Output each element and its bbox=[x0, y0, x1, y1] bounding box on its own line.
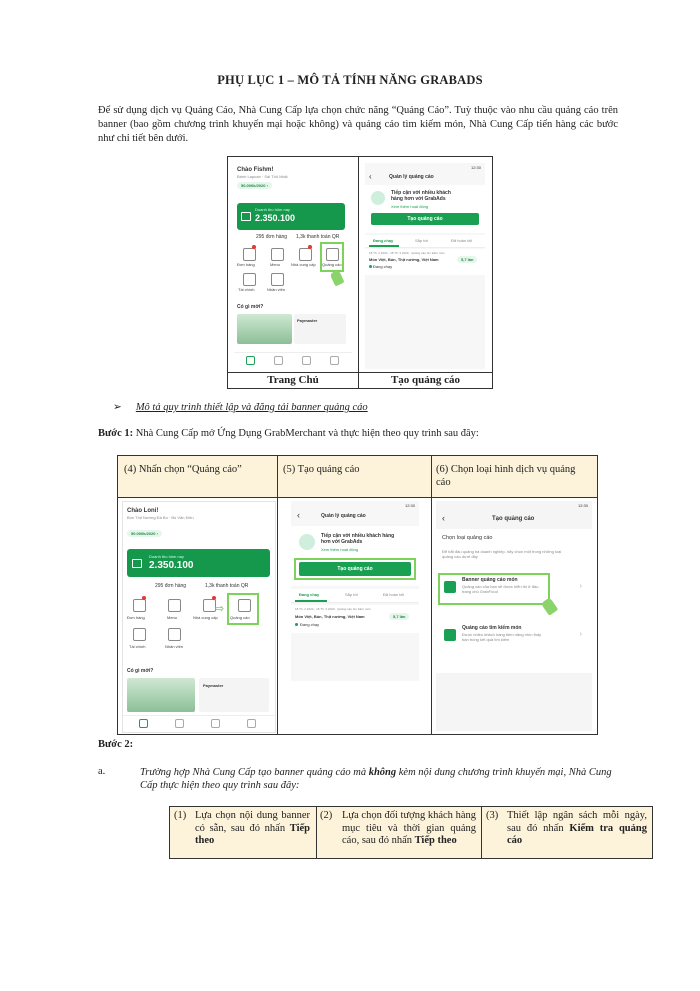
table1-header-4: (4) Nhấn chọn “Quảng cáo” bbox=[124, 464, 242, 475]
section-title: Chọn loại quảng cáo bbox=[442, 535, 493, 541]
highlight-box bbox=[294, 558, 416, 580]
orders-icon[interactable] bbox=[133, 599, 146, 612]
table2-cell-2 bbox=[342, 810, 476, 848]
ad-type-panel bbox=[436, 529, 592, 673]
orders-icon[interactable] bbox=[243, 248, 256, 261]
payment-tab-icon[interactable] bbox=[175, 719, 184, 728]
figure-1 bbox=[227, 156, 493, 389]
ad-item-status: Đang chạy bbox=[300, 622, 320, 627]
highlight-box bbox=[438, 573, 550, 605]
bottom-tab-bar bbox=[234, 352, 352, 369]
create-ad-screen bbox=[436, 501, 592, 731]
staff-icon[interactable] bbox=[271, 273, 284, 286]
status-dot-icon bbox=[369, 265, 372, 268]
balance-label: Doanh thu hôm nay bbox=[255, 207, 290, 212]
icon-label-menu: Menu bbox=[167, 615, 178, 620]
inbox-tab-icon[interactable] bbox=[302, 356, 311, 365]
status-time: 12:30 bbox=[404, 503, 415, 508]
table2-cell-1-text: Lựa chọn nội dung banner có sẵn, sau đó nhấn bbox=[195, 810, 310, 834]
table2-num-3: (3) bbox=[486, 810, 499, 821]
table2-cell-3 bbox=[507, 810, 647, 848]
ad-item-date: 18 Th. 2 2020 - 18 Th. 3 2020 · Quảng cáo tìm kiếm món bbox=[295, 607, 371, 611]
supplier-icon[interactable] bbox=[299, 248, 312, 261]
steps-table-1 bbox=[117, 455, 598, 735]
section-desc: Để bắt đầu quảng bá doanh nghiệp, hãy chọn một trong những loại quảng cáo dưới đây bbox=[442, 549, 562, 559]
back-arrow-icon[interactable]: ‹ bbox=[369, 172, 372, 181]
icon-label-orders: Đơn hàng bbox=[237, 262, 255, 267]
orders-count: 295 đơn hàng bbox=[155, 583, 187, 589]
finance-icon[interactable] bbox=[133, 628, 146, 641]
tabs-bar bbox=[291, 589, 419, 603]
staff-icon[interactable] bbox=[168, 628, 181, 641]
promo-title: Tiếp cận với nhiều khách hàng hơn với GrabAds bbox=[321, 533, 395, 545]
greeting: Chào Loni! bbox=[127, 508, 159, 514]
tab-running[interactable]: Đang chạy bbox=[373, 238, 394, 243]
megaphone-illustration-icon bbox=[371, 191, 385, 205]
promo-title: Tiếp cận với nhiều khách hàng hơn với GrabAds bbox=[391, 190, 451, 202]
tab-completed[interactable]: Đã hoàn tất bbox=[383, 592, 404, 597]
table1-header-5: (5) Tạo quảng cáo bbox=[283, 464, 360, 475]
create-ad-button[interactable]: Tạo quảng cáo bbox=[371, 213, 479, 225]
table2-cell-1 bbox=[195, 810, 310, 848]
ad-item-status: Đang chạy bbox=[373, 264, 393, 269]
steps-table-2 bbox=[169, 806, 653, 859]
qr-count: 1,3k thanh toán QR bbox=[296, 234, 340, 240]
news-card-title: Paymaster bbox=[203, 683, 224, 688]
megaphone-illustration-icon bbox=[299, 534, 315, 550]
bullet-line bbox=[113, 401, 368, 413]
table1-header-6: (6) Chọn loại hình dịch vụ quảng cáo bbox=[436, 464, 576, 488]
store-subtitle: Bún Thịt Nướng Đà Bo · Bò Văn Kiên bbox=[127, 515, 194, 520]
balance-label: Doanh thu hôm nay bbox=[149, 554, 184, 559]
status-time: 12:30 bbox=[577, 503, 588, 508]
store-subtitle: Bánh Lapuan · Sài Thủ Nhật bbox=[237, 174, 288, 179]
balance-card[interactable] bbox=[127, 549, 270, 577]
screen-header: Quản lý quảng cáo bbox=[321, 513, 366, 519]
home-screen-2 bbox=[122, 501, 276, 733]
ad-item-title: Món Việt, Bún, Thịt nướng, Việt Nam bbox=[295, 614, 365, 619]
account-tab-icon[interactable] bbox=[247, 719, 256, 728]
table2-num-1: (1) bbox=[174, 810, 187, 821]
highlight-box bbox=[227, 593, 259, 625]
table2-cell-2-text: Lựa chọn đối tượng khách hàng mục tiêu và thời gian quảng cáo, sau đó nhấn bbox=[342, 810, 476, 846]
qr-count: 1,3k thanh toán QR bbox=[205, 583, 249, 589]
menu-icon[interactable] bbox=[168, 599, 181, 612]
step-1-label: Bước 1: bbox=[98, 428, 134, 439]
home-tab-icon[interactable] bbox=[139, 719, 148, 728]
step-1-text: Nhà Cung Cấp mở Ứng Dụng GrabMerchant và thực hiện theo quy trình sau đây: bbox=[133, 428, 479, 439]
search-option-title: Quảng cáo tìm kiếm món bbox=[462, 625, 522, 631]
whats-new-heading: Có gì mới? bbox=[237, 304, 264, 310]
item-a-pre: Trường hợp Nhà Cung Cấp tạo banner quảng cáo mà bbox=[140, 767, 369, 778]
news-card[interactable] bbox=[199, 678, 269, 712]
tab-upcoming[interactable]: Sắp tới bbox=[345, 592, 358, 597]
bottom-tab-bar bbox=[123, 715, 275, 732]
item-a-post: kèm nội dung chương trình khuyến mại, Nhà Cung Cấp thực hiện theo quy trình sau đây: bbox=[140, 767, 612, 791]
chevron-right-icon: › bbox=[579, 583, 582, 590]
arrow-right-icon: ⇨ bbox=[215, 603, 225, 615]
icon-label-ads: Quảng cáo bbox=[230, 615, 250, 620]
ad-item-badge: 5,7 lần bbox=[389, 613, 409, 620]
balance-value: 2.350.100 bbox=[255, 213, 296, 223]
news-image[interactable] bbox=[127, 678, 195, 712]
bullet-text: Mô tả quy trình thiết lập và đăng tải banner quảng cáo bbox=[135, 402, 368, 413]
icon-label-staff: Nhân viên bbox=[267, 287, 286, 292]
caption-create: Tạo quảng cáo bbox=[390, 374, 461, 386]
search-ad-option[interactable] bbox=[440, 621, 586, 661]
ad-item-title: Món Việt, Bún, Thịt nướng, Việt Nam bbox=[369, 257, 439, 262]
status-badge[interactable]: 50.000k/2020 › bbox=[237, 182, 272, 189]
promo-panel bbox=[291, 526, 419, 586]
notification-dot-icon bbox=[212, 596, 216, 600]
icon-label-menu: Menu bbox=[270, 262, 281, 267]
item-a-bold: không bbox=[368, 767, 397, 778]
create-ad-button[interactable]: Tạo quảng cáo bbox=[299, 562, 411, 576]
tab-running[interactable]: Đang chạy bbox=[299, 592, 320, 597]
screen-header: Quản lý quảng cáo bbox=[389, 174, 434, 180]
item-a-label: a. bbox=[98, 766, 106, 777]
status-dot-icon bbox=[295, 623, 298, 626]
back-arrow-icon[interactable]: ‹ bbox=[442, 513, 445, 523]
back-arrow-icon[interactable]: ‹ bbox=[297, 510, 300, 520]
news-image[interactable] bbox=[237, 314, 292, 344]
icon-label-ads: Quảng cáo bbox=[322, 262, 342, 267]
highlight-box bbox=[320, 242, 344, 272]
promo-link[interactable]: Xem thêm hoạt động bbox=[321, 547, 359, 552]
table2-num-2: (2) bbox=[320, 810, 333, 821]
table2-cell-1-bold: Tiếp theo bbox=[195, 822, 310, 846]
cursor-hand-icon bbox=[330, 270, 345, 287]
page-title: PHỤ LỤC 1 – MÔ TẢ TÍNH NĂNG GRABADS bbox=[217, 73, 483, 87]
ad-list-item[interactable] bbox=[291, 605, 419, 633]
icon-label-staff: Nhân viên bbox=[165, 644, 184, 649]
orders-count: 295 đơn hàng bbox=[256, 234, 288, 240]
step-1-line bbox=[98, 428, 479, 439]
search-option-icon bbox=[444, 629, 456, 641]
item-a-text bbox=[140, 766, 618, 792]
ad-list-item[interactable] bbox=[365, 249, 485, 275]
tabs-bar bbox=[365, 235, 485, 248]
ads-manager-screen-2 bbox=[291, 501, 419, 681]
caption-home: Trang Chủ bbox=[267, 374, 319, 386]
inbox-tab-icon[interactable] bbox=[211, 719, 220, 728]
search-option-desc: Được nhiều khách hàng tiềm năng nhìn thấy bạn trong kết quả tìm kiếm bbox=[462, 632, 542, 642]
notification-dot-icon bbox=[308, 245, 312, 249]
home-tab-icon[interactable] bbox=[246, 356, 255, 365]
promo-link[interactable]: Xem thêm hoạt động bbox=[391, 204, 429, 209]
balance-card[interactable] bbox=[237, 203, 345, 230]
icon-label-supplier: Nhà cung cấp bbox=[291, 262, 316, 267]
table2-cell-2-bold: Tiếp theo bbox=[414, 835, 457, 846]
account-tab-icon[interactable] bbox=[330, 356, 339, 365]
ads-manager-screen bbox=[365, 163, 485, 369]
status-time: 12:30 bbox=[470, 165, 481, 170]
tab-completed[interactable]: Đã hoàn tất bbox=[451, 238, 472, 243]
notification-dot-icon bbox=[252, 245, 256, 249]
icon-label-supplier: Nhà cung cấp bbox=[193, 615, 218, 620]
menu-icon[interactable] bbox=[271, 248, 284, 261]
news-card[interactable] bbox=[294, 314, 346, 344]
news-card-title: Paymaster bbox=[297, 318, 318, 323]
arrow-bullet-icon: ➢ bbox=[113, 402, 122, 413]
promo-panel bbox=[365, 185, 485, 233]
intro-paragraph: Để sử dụng dịch vụ Quảng Cáo, Nhà Cung Cấp lựa chọn chức năng “Quảng Cáo”. Tuỳ thuộc vào nhu cầu quảng cáo trên banner (bao gồm chương trình khuyến mại hoặc không) và quảng cáo tìm kiếm món, Nhà Cung Cấp tiến hàng các bước như chỉ tiết bên dưới. bbox=[98, 105, 618, 144]
chevron-right-icon: › bbox=[579, 631, 582, 638]
ad-item-badge: 5,7 lần bbox=[457, 256, 477, 263]
screen-header: Tạo quảng cáo bbox=[492, 516, 535, 522]
status-badge[interactable]: 50.000k/2020 › bbox=[127, 530, 162, 537]
icon-label-finance: Tài chính bbox=[129, 644, 146, 649]
balance-value: 2.350.100 bbox=[149, 560, 194, 571]
table2-cell-3-bold: Kiểm tra quảng cáo bbox=[507, 822, 647, 846]
icon-label-finance: Tài chính bbox=[238, 287, 255, 292]
step-2-label: Bước 2: bbox=[98, 739, 134, 750]
banner-option-desc: Quảng cáo của bạn sẽ được hiển thị ở đầu trang chủ GrabFood bbox=[462, 584, 539, 594]
payment-tab-icon[interactable] bbox=[274, 356, 283, 365]
icon-label-orders: Đơn hàng bbox=[127, 615, 145, 620]
wallet-icon bbox=[241, 212, 251, 221]
tab-upcoming[interactable]: Sắp tới bbox=[415, 238, 428, 243]
home-screen bbox=[234, 163, 352, 369]
banner-option-title: Banner quảng cáo món bbox=[462, 577, 518, 583]
table2-cell-3-text: Thiết lập ngân sách mỗi ngày, sau đó nhấn bbox=[507, 810, 647, 834]
whats-new-heading: Có gì mới? bbox=[127, 668, 154, 674]
notification-dot-icon bbox=[142, 596, 146, 600]
ad-item-date: 18 Th. 2 2020 - 18 Th. 3 2020 · Quảng cáo tìm kiếm món bbox=[369, 251, 445, 255]
wallet-icon bbox=[132, 559, 142, 568]
greeting: Chào Fishm! bbox=[237, 167, 274, 173]
finance-icon[interactable] bbox=[243, 273, 256, 286]
